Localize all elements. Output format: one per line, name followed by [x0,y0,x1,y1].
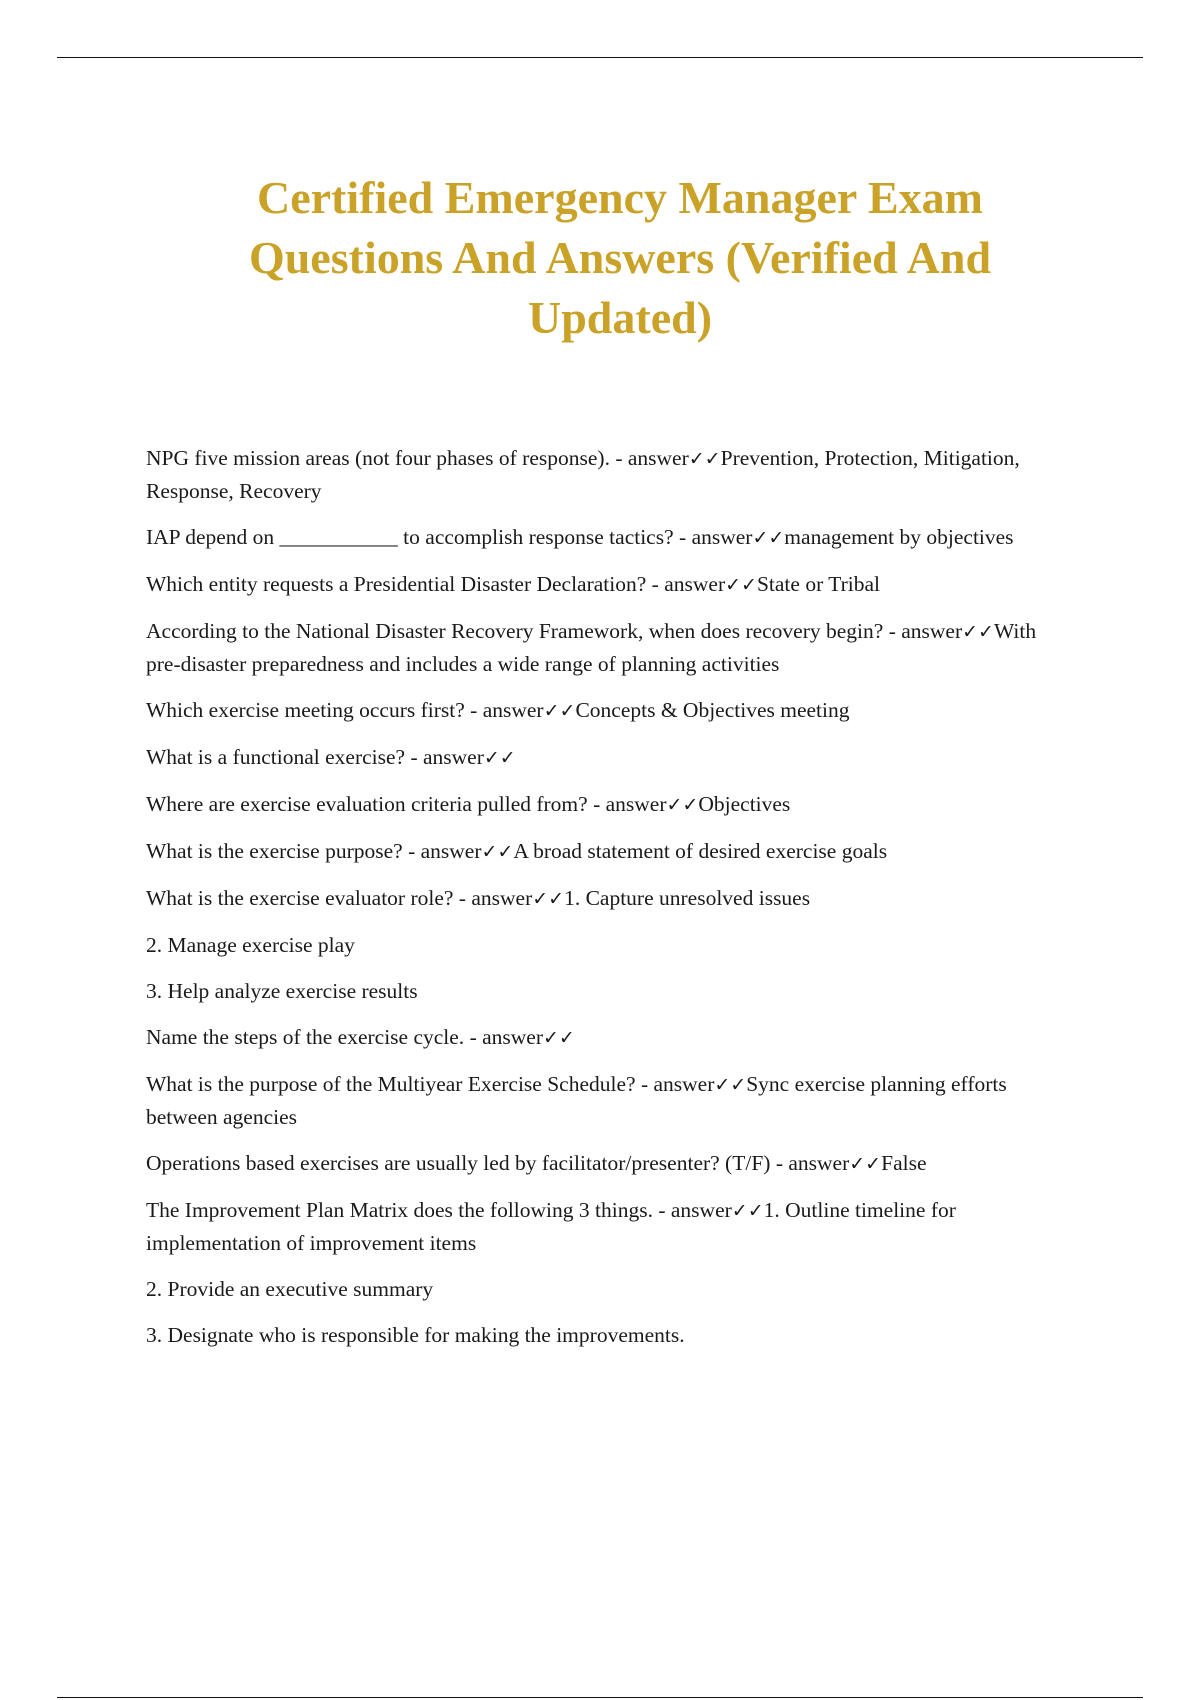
qa-item [146,835,1076,868]
question-text: Which exercise meeting occurs first? [146,698,465,722]
qa-continuation-text: 3. Designate who is responsible for making the improvements. [146,1323,685,1347]
answer-text: Sync exercise planning efforts between agencies [146,1072,1007,1129]
qa-separator: - [652,1198,671,1222]
check-mark-icon: ✓✓ [481,841,514,863]
qa-separator: - [405,745,423,769]
qa-item [146,1194,1076,1259]
qa-separator: - [646,572,665,596]
check-mark-icon: ✓✓ [543,700,576,722]
answer-text: 1. Capture unresolved issues [564,886,811,910]
qa-item [146,521,1076,554]
answer-marker: answer [482,698,544,722]
question-text: The Improvement Plan Matrix does the following 3 things. [146,1198,653,1222]
check-mark-icon: ✓✓ [725,574,757,596]
bottom-rule [57,1697,1143,1698]
qa-continuation-text: 2. Provide an executive summary [146,1277,434,1301]
check-mark-icon: ✓✓ [532,888,565,910]
qa-continuation-text: 2. Manage exercise play [146,933,355,957]
question-text: Name the steps of the exercise cycle. [146,1025,465,1049]
check-mark-icon: ✓✓ [688,448,721,470]
qa-item [146,442,1076,507]
qa-separator: - [609,446,628,470]
qa-item [146,1273,1076,1305]
answer-text: False [881,1151,927,1175]
qa-item [146,1147,1076,1180]
qa-item [146,615,1076,680]
answer-marker: answer [627,446,689,470]
question-text: What is the exercise purpose? [146,839,403,863]
qa-separator: - [883,619,902,643]
question-text: Where are exercise evaluation criteria pulled from? [146,792,588,816]
document-title [150,168,1090,348]
answer-marker: answer [482,1025,543,1049]
check-mark-icon: ✓✓ [752,527,785,549]
answer-text: Concepts & Objectives meeting [575,698,850,722]
qa-item [146,741,1076,774]
qa-item [146,568,1076,601]
check-mark-icon: ✓✓ [714,1074,747,1096]
answer-text: With pre-disaster preparedness and includes a wide range of planning activities [146,619,1037,676]
qa-item [146,882,1076,915]
qa-separator: - [402,839,421,863]
qa-separator: - [464,698,483,722]
qa-continuation-text: 3. Help analyze exercise results [146,979,418,1003]
answer-text: 1. Outline timeline for implementation of improvement items [146,1198,956,1255]
check-mark-icon: ✓✓ [849,1153,882,1175]
question-text: What is a functional exercise? [146,745,406,769]
qa-separator: - [453,886,472,910]
answer-marker: answer [605,792,667,816]
answer-text: Objectives [698,792,791,816]
answer-marker: answer [420,839,482,863]
qa-item [146,975,1076,1007]
answer-text: A broad statement of desired exercise goals [513,839,888,863]
qa-item [146,788,1076,821]
question-text: IAP depend on ___________ to accomplish response tactics? [146,525,674,549]
title-line: Questions And Answers (Verified And [248,232,992,283]
qa-separator: - [770,1151,789,1175]
check-mark-icon: ✓✓ [962,621,994,643]
qa-item [146,694,1076,727]
question-text: NPG five mission areas (not four phases of response). [146,446,610,470]
check-mark-icon: ✓✓ [666,794,699,816]
top-rule [57,57,1143,58]
question-text: Which entity requests a Presidential Disaster Declaration? [146,572,647,596]
question-text: Operations based exercises are usually led by facilitator/presenter? (T/F) [146,1151,771,1175]
answer-marker: answer [423,745,484,769]
qa-separator: - [673,525,692,549]
title-line: Certified Emergency Manager Exam [256,172,983,223]
answer-marker: answer [691,525,753,549]
answer-marker: answer [471,886,533,910]
check-mark-icon: ✓✓ [483,747,516,769]
answer-text: Prevention, Protection, Mitigation, Response, Recovery [146,446,1020,503]
qa-item [146,929,1076,961]
qa-item [146,1021,1076,1054]
answer-marker: answer [653,1072,715,1096]
qa-separator: - [464,1025,483,1049]
answer-text: State or Tribal [756,572,880,596]
answer-marker: answer [664,572,726,596]
title-line: Updated) [527,292,713,343]
answer-marker: answer [901,619,963,643]
answer-text: management by objectives [784,525,1014,549]
answer-marker: answer [670,1198,732,1222]
qa-separator: - [635,1072,654,1096]
check-mark-icon: ✓✓ [543,1027,575,1049]
question-text: What is the exercise evaluator role? [146,886,454,910]
qa-item [146,1319,1076,1351]
question-text: According to the National Disaster Recovery Framework, when does recovery begin? [146,619,884,643]
qa-separator: - [587,792,606,816]
check-mark-icon: ✓✓ [731,1200,764,1222]
qa-list [146,442,1076,1365]
question-text: What is the purpose of the Multiyear Exercise Schedule? [146,1072,636,1096]
qa-item [146,1068,1076,1133]
answer-marker: answer [788,1151,850,1175]
